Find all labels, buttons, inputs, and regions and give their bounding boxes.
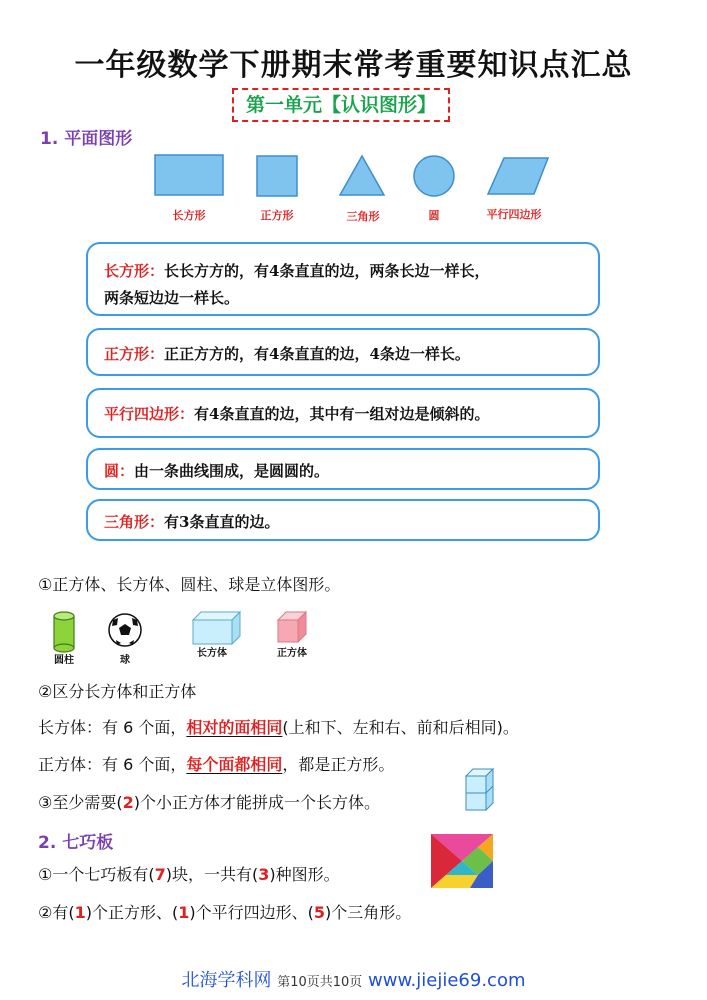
cube-description: 正方体：有 6 个面，每个面都相同，都是正方形。 (38, 755, 395, 774)
definition-text: 正正方方的，有4条直直的边，4条边一样长。 (164, 345, 470, 363)
definition-key: 三角形： (104, 513, 165, 531)
solid-label-sphere: 球 (120, 655, 130, 666)
page-title: 一年级数学下册期末常考重要知识点汇总 (74, 48, 633, 83)
cuboid-icon (193, 612, 240, 644)
definition-text: 有4条直直的边，其中有一组对边是倾斜的。 (194, 405, 490, 423)
soccer-ball-icon (109, 614, 141, 646)
section-heading-plane-shapes: 1. 平面图形 (40, 129, 133, 149)
solid-label-cuboid: 长方体 (197, 648, 227, 659)
rectangle-icon (155, 155, 223, 195)
definition-text-line2: 两条短边边一样长。 (104, 289, 240, 307)
solid-label-cube: 正方体 (277, 648, 307, 659)
cuboid-description: 长方体：有 6 个面，相对的面相同(上和下、左和右、前和后相同)。 (38, 718, 519, 737)
definition-text: 由一条曲线围成，是圆圆的。 (134, 462, 330, 480)
page-number: 第10页共10页 (277, 975, 363, 990)
solids-intro: ①正方体、长方体、圆柱、球是立体图形。 (38, 575, 341, 594)
definition-text: 长长方方的，有4条直直的边，两条长边一样长， (164, 262, 490, 280)
definition-box-rectangle (86, 242, 600, 316)
definition-text: 有3条直直的边。 (164, 513, 280, 531)
solids-figure (0, 606, 707, 656)
unit-title: 第一单元【认识图形】 (232, 88, 450, 122)
shape-label-rectangle: 长方形 (172, 209, 206, 222)
definition-key: 长方形： (104, 262, 165, 280)
cube-icon (278, 612, 306, 642)
stacked-cubes-icon (462, 766, 496, 814)
cube-highlight: 每个面都相同 (186, 755, 283, 774)
parallelogram-icon (488, 158, 548, 194)
square-icon (257, 156, 297, 196)
shape-label-triangle: 三角形 (346, 210, 380, 223)
cylinder-icon (54, 612, 74, 652)
definition-key: 圆： (104, 462, 135, 480)
definition-box-parallelogram (86, 388, 600, 438)
tangram-pieces-text: ①一个七巧板有(7)块，一共有(3)种图形。 (38, 865, 340, 884)
minimum-cubes-text: ③至少需要(2)个小正方体才能拼成一个长方体。 (38, 793, 380, 812)
compare-heading: ②区分长方体和正方体 (38, 682, 197, 701)
cuboid-highlight: 相对的面相同 (186, 718, 283, 737)
plane-shapes-figure (0, 150, 707, 205)
footer-brand: 北海学科网 (181, 970, 272, 991)
definition-key: 平行四边形： (104, 405, 195, 423)
shape-label-circle: 圆 (428, 209, 440, 222)
shape-label-square: 正方形 (260, 209, 294, 222)
definition-box-square (86, 328, 600, 376)
triangle-icon (340, 156, 384, 195)
shape-label-parallelogram: 平行四边形 (486, 208, 542, 221)
definition-box-circle (86, 448, 600, 490)
section-heading-tangram: 2. 七巧板 (38, 833, 114, 853)
circle-icon (414, 156, 454, 196)
footer-site[interactable]: www.jiejie69.com (368, 970, 526, 991)
solid-label-cylinder: 圆柱 (54, 655, 74, 666)
tangram-shapes-text: ②有(1)个正方形、(1)个平行四边形、(5)个三角形。 (38, 903, 412, 922)
tangram-icon (430, 833, 494, 889)
definition-box-triangle (86, 499, 600, 541)
footer (0, 966, 707, 992)
definition-key: 正方形： (104, 345, 165, 363)
